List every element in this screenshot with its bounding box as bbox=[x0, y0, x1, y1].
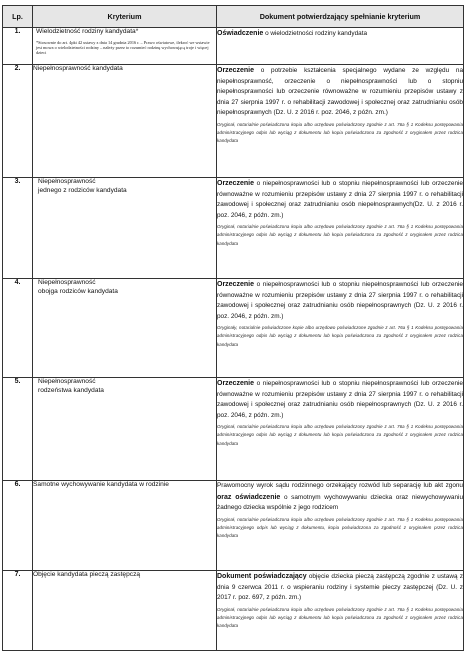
document-cell bbox=[217, 279, 464, 378]
criterion-text-line2: obojga rodziców kandydata bbox=[38, 287, 118, 295]
document-text: objęcie dziecka pieczą zastępczą zgodnie z ustawą z dnia 9 czerwca 2011 r. o wspieraniu rodziny i systemie pieczy zastępczej (Dz. U. z 2017 r. poz. 697, z późn. zm.) bbox=[217, 573, 463, 602]
document-note: Oryginał, notarialnie poświadczona kopia albo urzędowo poświadczony zgodnie z art. 76a § 1 Kodeksu postępowania administracyjnego odpis lub wyciąg z dokumentu lub kopia poświadczona za zgodność z oryginałem przez rodzica kandydata bbox=[217, 424, 463, 446]
criterion-text: Wielodzietność rodziny kandydata* bbox=[36, 28, 139, 35]
criterion-text: Niepełnosprawność bbox=[38, 279, 96, 286]
table-row bbox=[3, 571, 464, 651]
criterion-cell bbox=[33, 178, 217, 279]
criterion-text: Niepełnosprawność bbox=[38, 178, 96, 185]
criterion-text-line2: jednego z rodziców kandydata bbox=[38, 186, 127, 194]
document-text: o niepełnosprawności lub o stopniu niepełnosprawności lub orzeczenie równoważne w rozumieniu przepisów ustawy z dnia 27 sierpnia 1997 r. o rehabilitacji zawodowej i społecznej oraz zatrudnianiu osób niepełnosprawnych(Dz. U. z 2016 r. poz. 2046, z późn. zm.) bbox=[217, 180, 463, 219]
criterion-text-line2: rodzeństwa kandydata bbox=[38, 386, 104, 394]
table-row bbox=[3, 279, 464, 378]
criterion-footnote: *Stosownie do art. 4pkt 42 ustawy z dnia 14 grudnia 2016 r. – Prawo oświatowe, ilekroć we wstawie jest mowa o wielodzietności rodziny – należy przez to rozumieć rodzinę wychowującą troje i więcej dzieci bbox=[36, 39, 210, 56]
row-number: 6. bbox=[3, 481, 33, 571]
document-keyword: oraz oświadczenie bbox=[217, 493, 281, 501]
document-text: o potrzebie kształcenia specjalnego wydane ze względu na niepełnosprawność, orzeczenie o niepełnosprawności lub o stopniu niepełnosprawności lub orzeczenie równoważne w rozumieniu przepisów ustawy z dnia 27 sierpnia 1997 r. o rehabilitacji zawodowej i społecznej oraz zatrudnianiu osób niepełnosprawnych (Dz. U. z 2016 r. poz. 2046, z późn. zm.) bbox=[217, 67, 463, 117]
header-lp: Lp. bbox=[3, 6, 33, 28]
row-number: 2. bbox=[3, 65, 33, 178]
document-text: o samotnym wychowywaniu dziecka oraz niewychowywaniu żadnego dziecka wspólnie z jego rodzicem bbox=[217, 493, 463, 512]
table-row bbox=[3, 65, 464, 178]
document-cell bbox=[217, 571, 464, 651]
document-note: Oryginały, notarialnie poświadczone kopie albo urzędowo poświadczone zgodnie z art. 76a § 1 Kodeksu postępowania administracyjnego odpis lub wyciąg z dokumentu lub kopia poświadczona za zgodność z oryginałem przez rodzica kandydata bbox=[217, 325, 463, 347]
document-note: Oryginał, notarialnie poświadczona kopia albo urzędowo poświadczony zgodnie z art. 76a § 1 Kodeksu postępowania administracyjnego odpis lub wyciąg z dokumentu lub kopia poświadczona za zgodność z oryginałem przez rodzica kandydata bbox=[217, 121, 463, 144]
document-text: o niepełnosprawności lub o stopniu niepełnosprawności lub orzeczenie równoważne w rozumieniu przepisów ustawy z dnia 27 sierpnia 1997 r. o rehabilitacji zawodowej i społecznej oraz zatrudnianiu osób niepełnosprawnych (Dz. U. z 2016 r. poz. 2046, z późn. zm.) bbox=[217, 281, 463, 320]
document-cell bbox=[217, 65, 464, 178]
document-note: Oryginał, notarialnie poświadczona kopia albo urzędowo poświadczony zgodnie z art. 76a § 1 Kodeksu postępowania administracyjnego odpis lub wyciąg z dokumentu lub kopia poświadczona za zgodność z oryginałem przez rodzica kandydata bbox=[217, 606, 463, 628]
document-text: o niepełnosprawności lub o stopniu niepełnosprawności lub orzeczenie równoważne w rozumieniu przepisów ustawy z dnia 27 sierpnia 1997 r. o rehabilitacji zawodowej i społecznej oraz zatrudnianiu osób niepełnosprawnych (Dz. U. z 2016 r. poz. 2046, z późn. zm.) bbox=[217, 380, 463, 419]
criterion-cell bbox=[33, 65, 217, 178]
row-number: 5. bbox=[3, 378, 33, 481]
criterion-cell bbox=[33, 571, 217, 651]
row-number: 1. bbox=[3, 28, 33, 65]
table-row bbox=[3, 28, 464, 65]
criterion-cell bbox=[33, 28, 217, 65]
document-text-pre: Prawomocny wyrok sądu rodzinnego orzekający rozwód lub separację lub akt zgonu bbox=[217, 482, 463, 489]
row-number: 4. bbox=[3, 279, 33, 378]
header-kryterium: Kryterium bbox=[33, 6, 217, 28]
criterion-cell bbox=[33, 481, 217, 571]
document-note: Oryginał, notarialnie poświadczona kopia albo urzędowo poświadczony zgodnie z art. 76a § 1 Kodeksu postępowania administracyjnego odpis lub wyciąg z dokumentu lub kopia poświadczona za zgodność z oryginałem przez rodzica kandydata bbox=[217, 224, 463, 246]
criterion-text: Samotne wychowywanie kandydata w rodzinie bbox=[33, 481, 169, 488]
criterion-cell bbox=[33, 279, 217, 378]
criterion-cell bbox=[33, 378, 217, 481]
document-cell bbox=[217, 481, 464, 571]
document-keyword: Orzeczenie bbox=[217, 380, 254, 387]
document-keyword: Dokument poświadczający bbox=[217, 573, 307, 580]
criterion-text: Objęcie kandydata pieczą zastępczą bbox=[33, 571, 141, 578]
table-row bbox=[3, 378, 464, 481]
criterion-text: Niepełnosprawność bbox=[38, 378, 96, 385]
header-dokument: Dokument potwierdzający spełnianie kryterium bbox=[217, 6, 464, 28]
document-keyword: Oświadczenie bbox=[217, 30, 264, 37]
criterion-text: Niepełnosprawność kandydata bbox=[33, 65, 123, 72]
document-cell bbox=[217, 28, 464, 65]
row-number: 7. bbox=[3, 571, 33, 651]
document-note: Oryginał, notarialnie poświadczona kopia albo urzędowo poświadczony zgodnie z art. 76a § 1 Kodeksu postępowania administracyjnego odpis lub wyciąg z dokumentu, kopia poświadczona za zgodność z oryginałem przez rodzica kandydata bbox=[217, 516, 463, 538]
document-cell bbox=[217, 178, 464, 279]
row-number: 3. bbox=[3, 178, 33, 279]
document-text: o wielodzietności rodziny kandydata bbox=[263, 30, 368, 37]
table-row bbox=[3, 178, 464, 279]
criteria-table bbox=[2, 5, 464, 651]
document-keyword: Orzeczenie bbox=[217, 180, 254, 187]
document-cell bbox=[217, 378, 464, 481]
document-keyword: Orzeczenie bbox=[217, 67, 254, 74]
table-header-row bbox=[3, 6, 464, 28]
table-row bbox=[3, 481, 464, 571]
document-keyword: Orzeczenie bbox=[217, 281, 254, 288]
